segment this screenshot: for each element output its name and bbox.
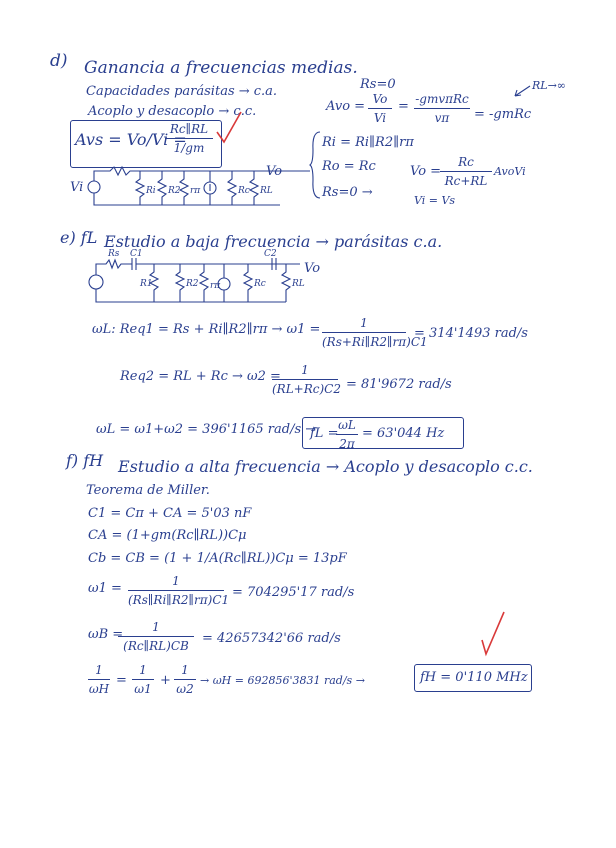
fh-value: fH = 0'110 MHz: [420, 670, 528, 685]
avs-numerator: Rc∥RL: [169, 122, 209, 136]
vi-equals-vs: Vi = Vs: [414, 194, 456, 207]
avs-denominator: 1/gm: [173, 141, 205, 156]
wl1-den: (Rs+Ri∥R2∥rπ)C1: [322, 335, 428, 350]
ro-expression: Ro = Rc: [322, 159, 376, 174]
wl2-num: 1: [301, 363, 309, 377]
w1-num: 1: [172, 574, 180, 588]
w2-num: 1: [152, 620, 160, 634]
fl-value: = 63'044 Hz: [362, 426, 445, 441]
section-f-label: f) fH: [66, 451, 104, 470]
vo-expr-den: Rc+RL: [444, 174, 488, 189]
wh-fraction-1: [88, 663, 110, 697]
fraction-bar: [272, 379, 338, 380]
circuit-vo-label: Vo: [266, 164, 283, 179]
svg-text:R1: R1: [140, 279, 153, 289]
fraction-bar: [165, 138, 213, 139]
avo-fraction-2: [414, 92, 470, 126]
svg-text:RL: RL: [292, 279, 305, 289]
mid-frequency-circuit: [80, 163, 320, 213]
avo-lhs: Avo =: [326, 99, 366, 114]
wl1-num: 1: [360, 316, 368, 330]
wh-f3-den: ω2: [176, 682, 194, 697]
miller-theorem: Teorema de Miller.: [86, 483, 210, 498]
section-d-label: d): [50, 51, 68, 71]
equals-sign: =: [116, 673, 127, 688]
w2-lhs: ωB =: [88, 627, 124, 642]
fraction-bar: [174, 679, 196, 680]
fraction-bar: [368, 108, 392, 109]
svg-text:rπ: rπ: [210, 281, 221, 291]
section-e-label: e) fL: [60, 228, 98, 247]
ca-expression: CA = (1+gm(Rc∥RL))Cμ: [88, 528, 247, 543]
fraction-bar: [322, 332, 406, 333]
fraction-bar: [414, 108, 470, 109]
wl-sum: ωL = ω1+ω2 = 396'1165 rad/s →: [96, 422, 317, 437]
avs-lhs: Avs = Vo/Vi =: [75, 130, 187, 149]
rs-zero-arrow: Rs=0 →: [322, 185, 373, 200]
svg-text:R2: R2: [168, 186, 181, 196]
equals-sign: =: [398, 99, 409, 114]
wl2-fraction: [272, 363, 341, 397]
svg-text:C2: C2: [264, 249, 277, 259]
svg-text:R2: R2: [186, 279, 199, 289]
avo-result: = -gmRc: [474, 107, 532, 122]
parasitic-caps-note: Capacidades parásitas → c.a.: [86, 84, 278, 99]
section-e-title: Estudio a baja frecuencia → parásitas c.a.: [104, 232, 443, 251]
fl-lhs: fL =: [310, 426, 339, 441]
w1-fraction: [128, 574, 230, 608]
w2-value: = 42657342'66 rad/s: [202, 631, 341, 646]
fraction-bar: [440, 171, 492, 172]
fl-num: ωL: [338, 418, 356, 432]
wl1-value: = 314'1493 rad/s: [414, 326, 528, 341]
wl2-den: (RL+Rc)C2: [272, 382, 341, 397]
vo-expr-fraction: [440, 155, 492, 189]
wh-f2-den: ω1: [134, 682, 152, 697]
svg-text:C1: C1: [130, 249, 143, 259]
w2-fraction: [118, 620, 194, 654]
avs-fraction: [165, 122, 213, 156]
svg-text:rπ: rπ: [190, 186, 201, 196]
wh-fraction-3: [174, 663, 196, 697]
fraction-bar: [132, 679, 154, 680]
fraction-bar: [336, 434, 358, 435]
wh-f3-num: 1: [181, 663, 189, 677]
circuit-vi-label: Vi: [70, 180, 84, 195]
c1-expression: C1 = Cπ + CA = 5'03 nF: [88, 506, 252, 521]
rs-zero-note: Rs=0: [360, 77, 396, 92]
wh-value: → ωH = 692856'3831 rad/s →: [200, 674, 365, 687]
avo-frac2-num: -gmvπRc: [415, 92, 469, 106]
avo-frac2-den: vπ: [434, 111, 450, 126]
wh-fraction-2: [132, 663, 154, 697]
w1-lhs: ω1 =: [88, 581, 122, 596]
plus-sign: +: [160, 673, 171, 688]
fraction-bar: [128, 590, 224, 591]
red-check-mark: [478, 610, 508, 658]
vo-expr-tail: AvoVi: [494, 165, 526, 178]
svg-text:Rs: Rs: [108, 249, 120, 259]
lf-circuit-vo-label: Vo: [304, 261, 321, 276]
w1-den: (Rs∥Ri∥R2∥rπ)C1: [128, 593, 230, 608]
wl1-fraction: [322, 316, 428, 350]
wl2-value: = 81'9672 rad/s: [346, 377, 452, 392]
fraction-bar: [88, 679, 110, 680]
wl1-lhs: ωL: Req1 = Rs + Ri∥R2∥rπ → ω1 =: [92, 322, 321, 337]
w1-value: = 704295'17 rad/s: [232, 585, 355, 600]
section-f-title: Estudio a alta frecuencia → Acoplo y desacoplo c.c.: [118, 457, 533, 476]
coupling-caps-note: Acoplo y desacoplo → c.c.: [88, 104, 257, 119]
avo-frac1-den: Vi: [373, 111, 387, 126]
fl-fraction: [336, 418, 358, 452]
avo-fraction-1: [368, 92, 392, 126]
wh-f2-num: 1: [139, 663, 147, 677]
w2-den: (Rc∥RL)CB: [123, 639, 189, 654]
section-d-title: Ganancia a frecuencias medias.: [84, 58, 358, 78]
fraction-bar: [118, 636, 194, 637]
wl2-lhs: Req2 = RL + Rc → ω2 =: [120, 369, 281, 384]
svg-text:RL: RL: [260, 186, 273, 196]
wh-f1-den: ωH: [88, 682, 110, 697]
cb-expression: Cb = CB = (1 + 1/A(Rc∥RL))Cμ = 13pF: [88, 551, 347, 566]
avo-frac1-num: Vo: [372, 92, 388, 106]
ri-expression: Ri = Ri∥R2∥rπ: [322, 135, 414, 150]
svg-text:Rc: Rc: [238, 186, 250, 196]
fl-den: 2π: [339, 437, 355, 452]
svg-text:Ri: Ri: [146, 186, 156, 196]
red-check-mark: [215, 110, 245, 150]
svg-text:Rc: Rc: [254, 279, 266, 289]
arrow-icon: [512, 84, 532, 100]
low-frequency-circuit: [84, 249, 334, 312]
vo-expr-lhs: Vo =: [410, 164, 442, 179]
vo-expr-num: Rc: [458, 155, 474, 169]
rl-infinity-note: RL→∞: [532, 79, 566, 92]
wh-f1-num: 1: [95, 663, 103, 677]
